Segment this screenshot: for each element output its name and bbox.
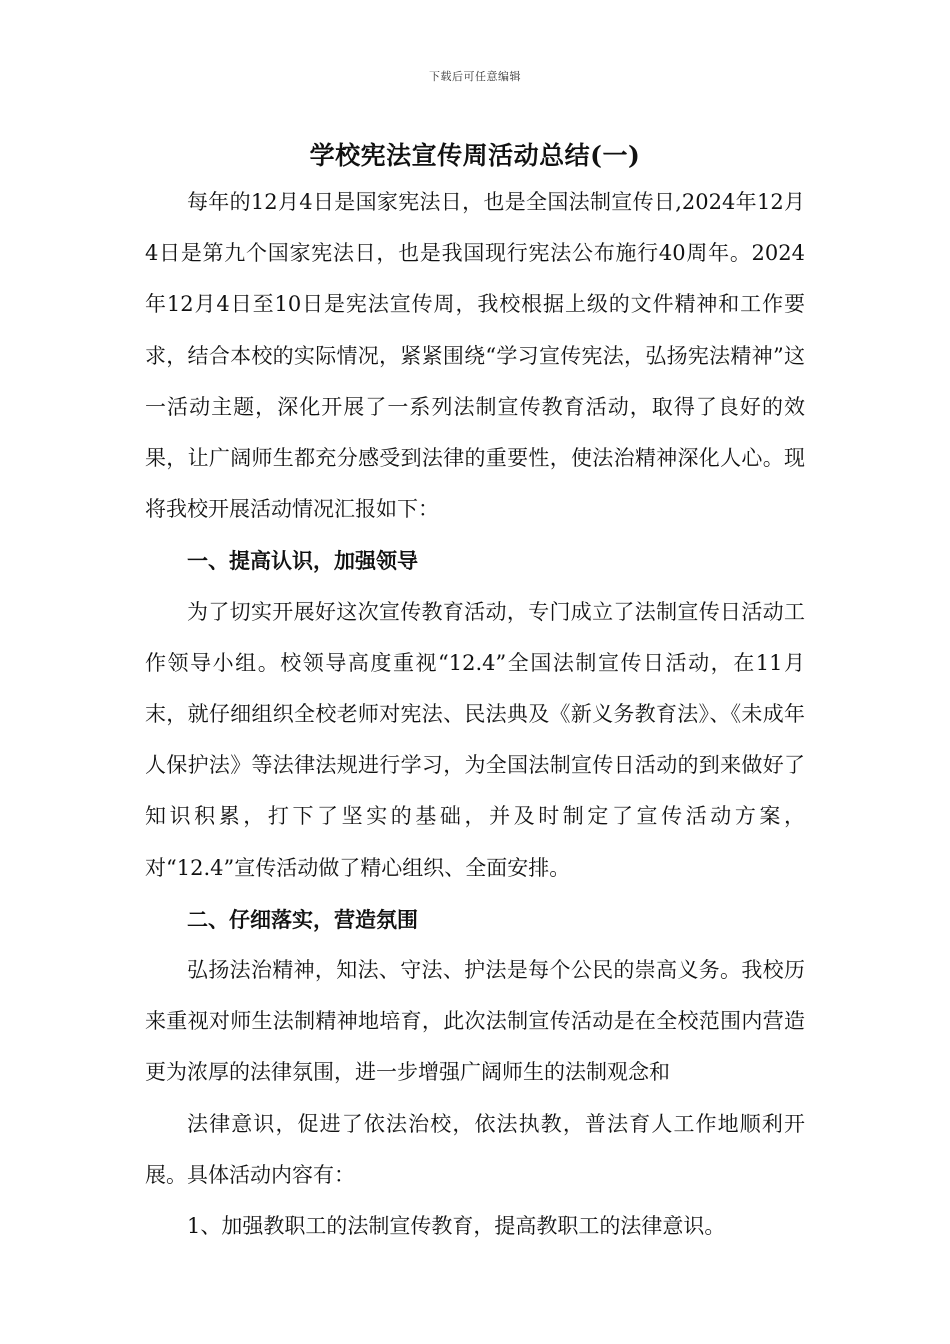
document-title: 学校宪法宣传周活动总结(一) (309, 141, 641, 170)
section-heading-2: 二、仔细落实，营造氛围 (187, 906, 418, 932)
header-watermark: 下载后可任意编辑 (429, 70, 521, 83)
section-2-paragraph: 弘扬法治精神，知法、守法、护法是每个公民的崇高义务。我校历来重视对师生法制精神地培育，此次法制宣传活动是在全校范围内营造更为浓厚的法律氛围，进一步增强广阔师生的法制观念和 (145, 958, 805, 1085)
section-2-paragraph-continued: 法律意识，促进了依法治校，依法执教，普法育人工作地顺利开展。具体活动内容有： (145, 1111, 805, 1187)
document-body (145, 177, 805, 1252)
section-heading-1: 一、提高认识，加强领导 (187, 548, 418, 574)
activity-item-1: 1、加强教职工的法制宣传教育，提高教职工的法律意识。 (187, 1214, 726, 1239)
intro-paragraph: 每年的12月4日是国家宪法日，也是全国法制宣传日,2024年12月4日是第九个国家宪法日，也是我国现行宪法公布施行40周年。2024年12月4日至10日是宪法宣传周，我校根据上级的文件精神和工作要求，结合本校的实际情况，紧紧围绕“学习宣传宪法，弘扬宪法精神”这一活动主题，深化开展了一系列法制宣传教育活动，取得了良好的效果，让广阔师生都充分感受到法律的重要性，使法治精神深化人心。现将我校开展活动情况汇报如下： (145, 190, 805, 522)
section-1-paragraph: 为了切实开展好这次宣传教育活动，专门成立了法制宣传日活动工作领导小组。校领导高度重视“12.4”全国法制宣传日活动，在11月末，就仔细组织全校老师对宪法、民法典及《新义务教育法》、《未成年人保护法》等法律法规进行学习，为全国法制宣传日活动的到来做好了知识积累，打下了坚实的基础，并及时制定了宣传活动方案，对“12.4”宣传活动做了精心组织、全面安排。 (145, 599, 805, 880)
